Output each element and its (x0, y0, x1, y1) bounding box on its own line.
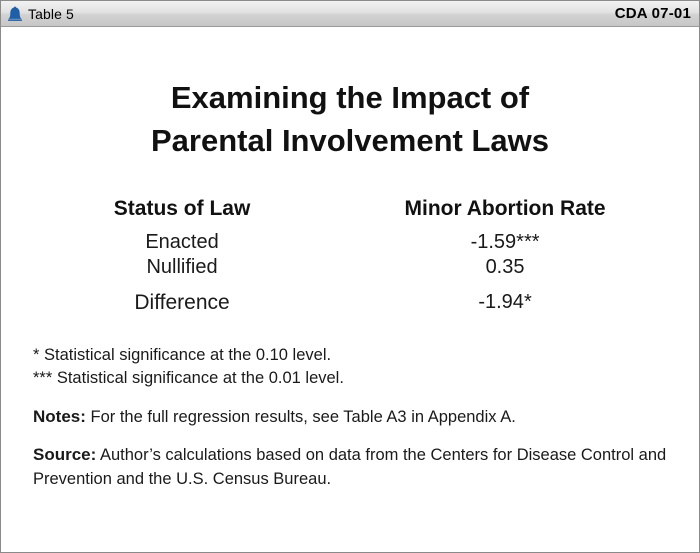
footnote-one-star: * Statistical significance at the 0.10 level. (33, 345, 332, 364)
row-label-nullified: Nullified (146, 255, 218, 278)
row-label-difference: Difference (134, 290, 230, 314)
title-line-1: Examining the Impact of (170, 80, 530, 115)
title-line-2: Parental Involvement Laws (151, 122, 549, 158)
document-body (1, 77, 699, 491)
table-row (27, 255, 673, 280)
value-enacted: -1.59 (470, 230, 517, 253)
results-table (27, 197, 673, 316)
notes-label: Notes: (33, 407, 86, 427)
column-header-rate: Minor Abortion Rate (404, 196, 606, 220)
value-nullified: 0.35 (485, 255, 525, 278)
bell-icon (7, 5, 23, 23)
source-line (33, 443, 669, 491)
value-difference: -1.94 (478, 291, 524, 314)
table-row (27, 230, 673, 255)
title-bar-left (7, 5, 74, 23)
title-bar (1, 1, 699, 27)
document-code: CDA 07-01 (614, 5, 691, 22)
table-row (27, 280, 673, 316)
notes-line (33, 405, 669, 429)
source-label: Source: (33, 445, 97, 465)
table-label: Table 5 (28, 5, 74, 22)
row-value-enacted (337, 230, 673, 255)
footnote-three-star: *** Statistical significance at the 0.01 level. (33, 369, 344, 388)
source-text: Author’s calculations based on data from the Centers for Disease Control and Prevention and the U.S. Census Bureau. (33, 446, 667, 488)
notes-section (27, 344, 673, 492)
significance-enacted: *** (516, 230, 540, 253)
column-header-status: Status of Law (113, 196, 251, 220)
row-value-nullified (337, 255, 673, 280)
notes-text: For the full regression results, see Table A3 in Appendix A. (90, 408, 516, 427)
table-header-row (27, 197, 673, 230)
row-value-difference (337, 280, 673, 316)
significance-difference: * (523, 291, 532, 314)
row-label-enacted: Enacted (145, 230, 219, 253)
page-title (27, 77, 673, 163)
